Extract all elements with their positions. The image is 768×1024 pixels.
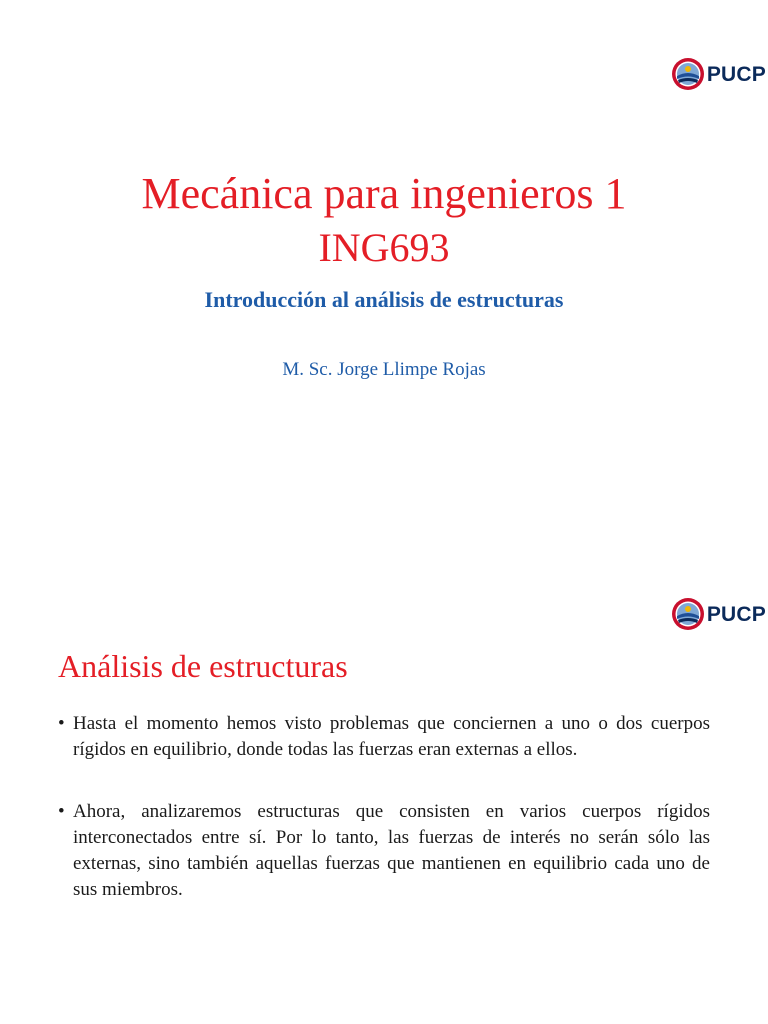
bullet-marker: • (58, 801, 65, 822)
author-name: M. Sc. Jorge Llimpe Rojas (282, 359, 486, 380)
bullet-list (58, 711, 710, 903)
list-item (58, 799, 710, 903)
course-code: ING693 (318, 225, 450, 270)
pucp-logo (671, 54, 766, 94)
list-item (58, 711, 710, 763)
section-heading: Análisis de estructuras (58, 648, 348, 684)
logo-text: PUCP (706, 602, 766, 626)
content-slide (0, 512, 768, 1024)
pucp-seal-icon (671, 57, 705, 91)
bullet-text: Hasta el momento hemos visto problemas que conciernen a uno o dos cuerpos rígidos en equilibrio, donde todas las fuerzas eran externas a ellos. (73, 713, 710, 760)
lecture-subtitle: Introducción al análisis de estructuras (204, 287, 564, 312)
bullet-marker: • (58, 713, 65, 734)
bullet-text: Ahora, analizaremos estructuras que consisten en varios cuerpos rígidos interconectados entre sí. Por lo tanto, las fuerzas de interés no serán sólo las externas, sino también aquellas fuerzas que mantienen en equilibrio cada uno de sus miembros. (73, 801, 710, 900)
pucp-logo (671, 594, 766, 634)
pucp-seal-icon (671, 597, 705, 631)
logo-text: PUCP (706, 62, 766, 86)
course-title: Mecánica para ingenieros 1 (141, 169, 627, 218)
